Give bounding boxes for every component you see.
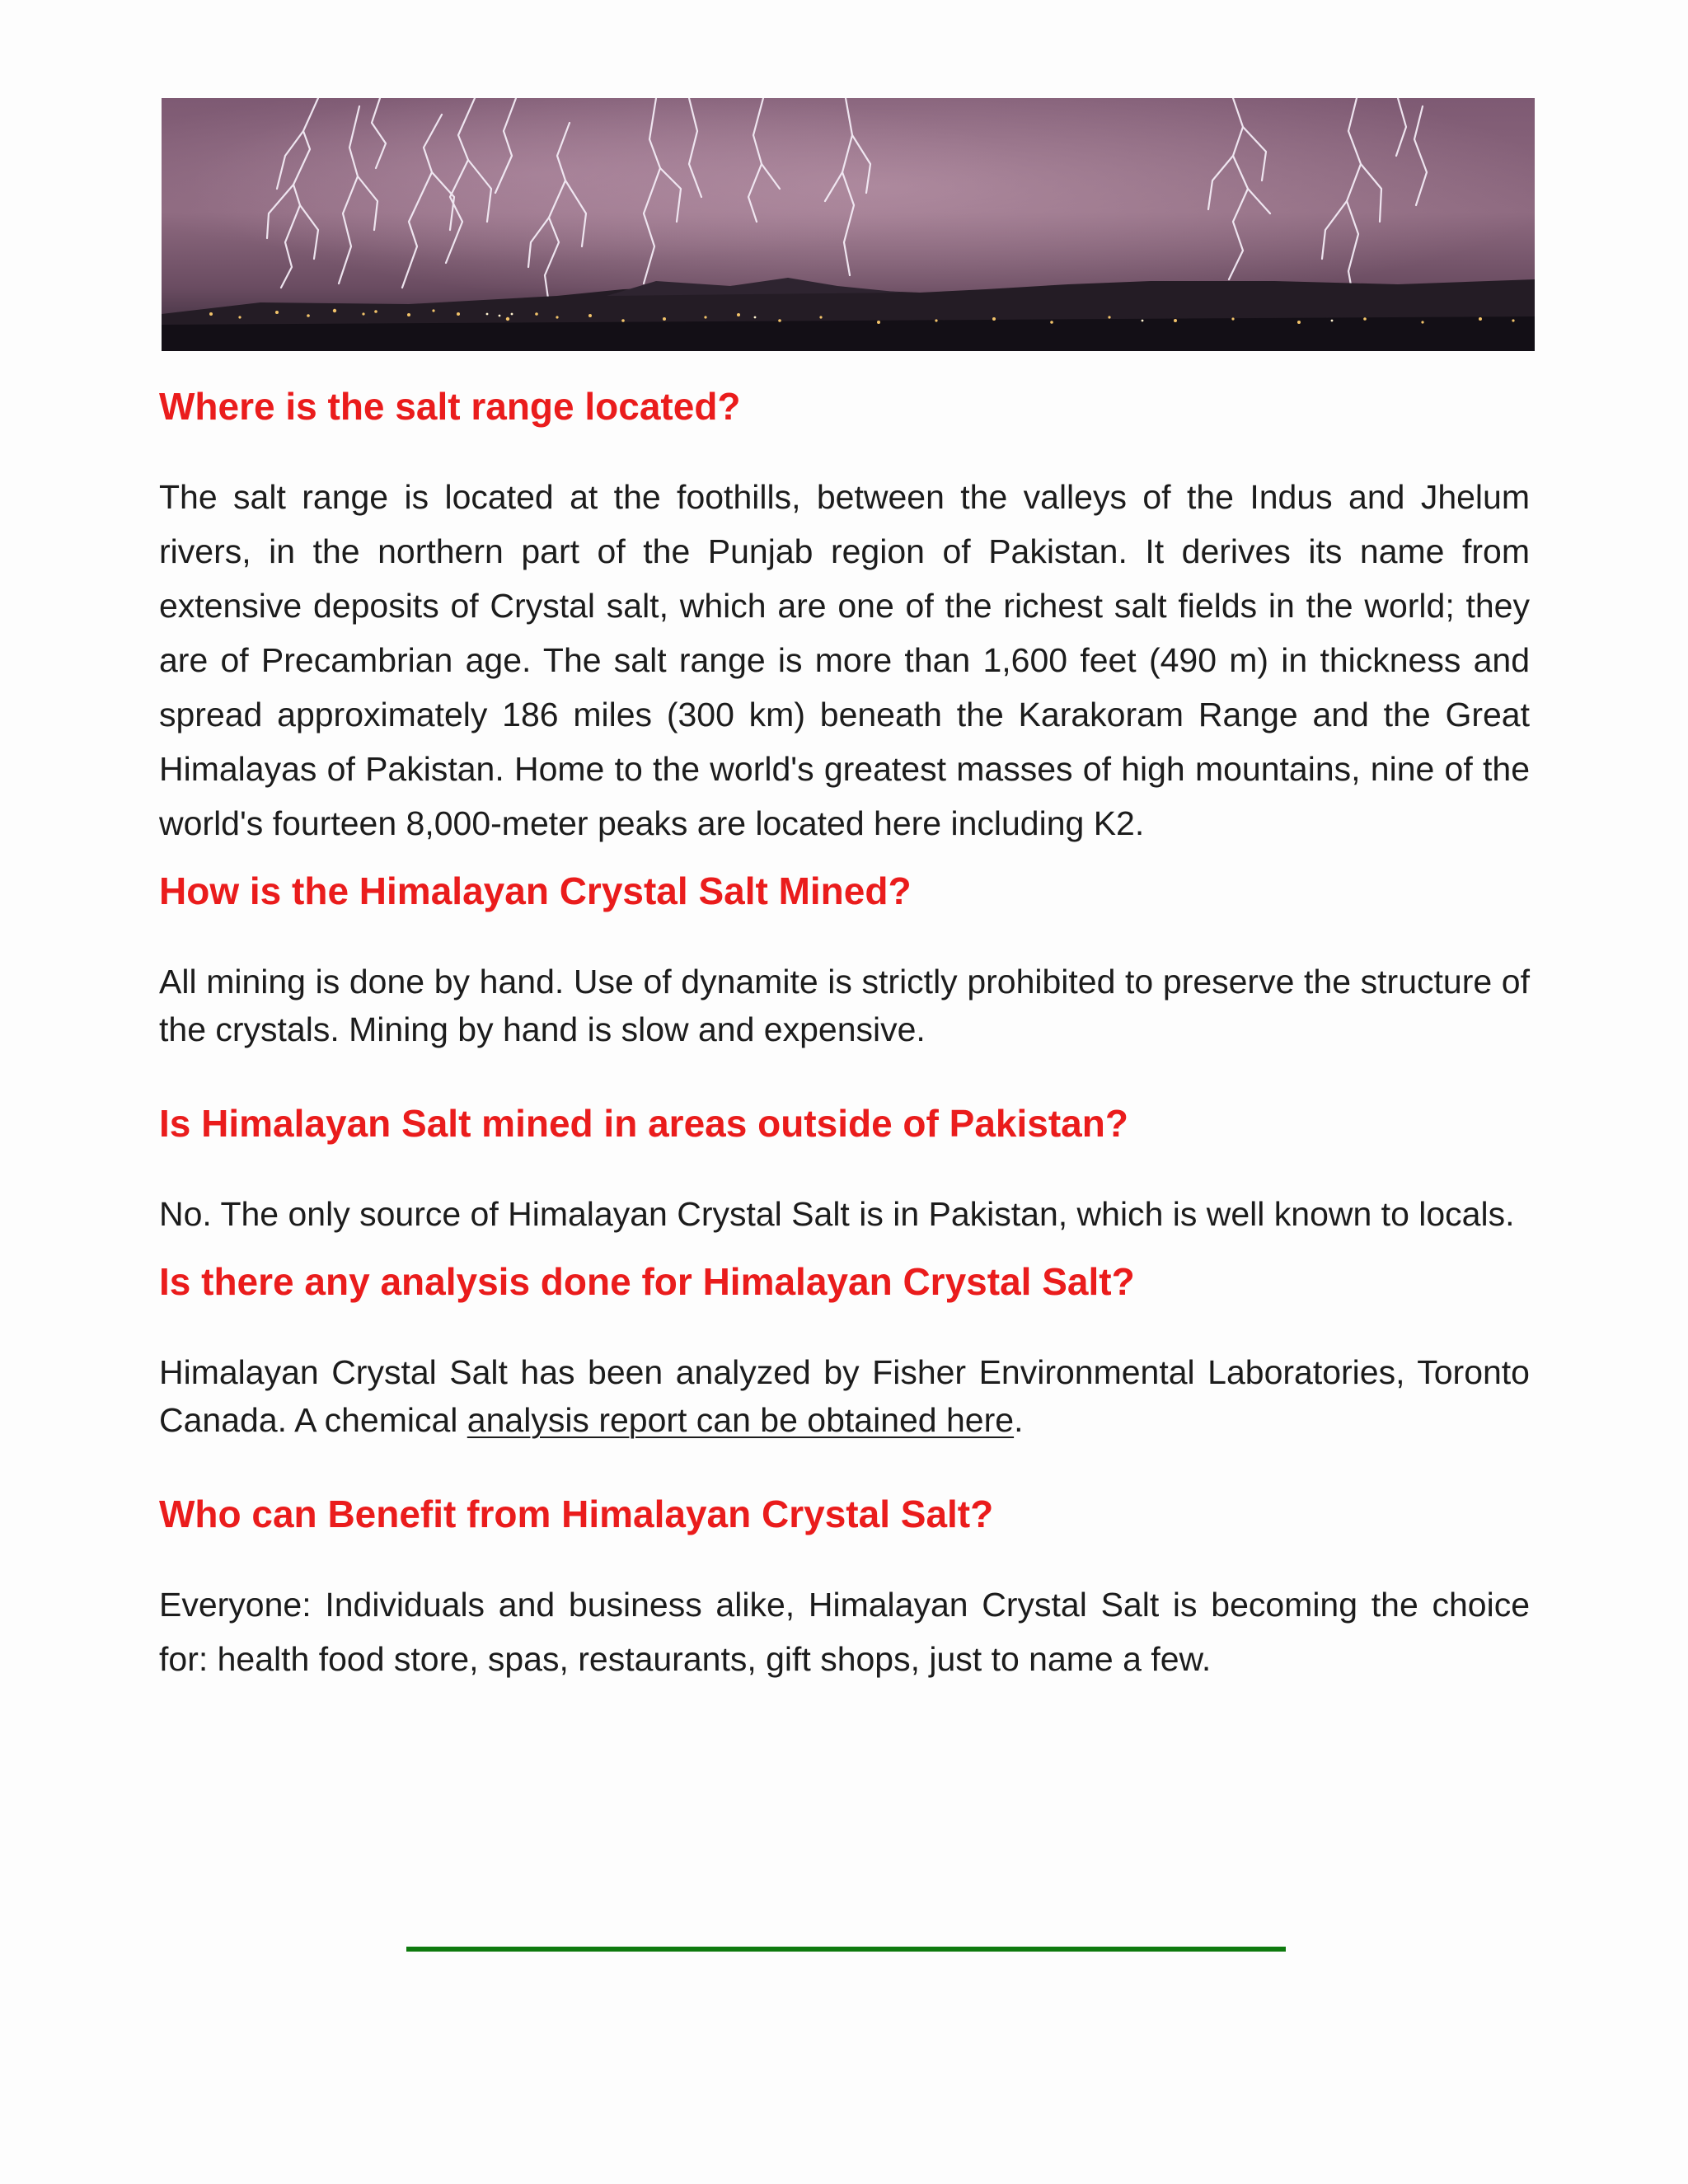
spacer [159, 1444, 1530, 1488]
answer-how-mined: All mining is done by hand. Use of dynamite is strictly prohibited to preserve the structure of the crystals. Mining by hand is slow and expensive. [159, 963, 1530, 1048]
faq-content [159, 381, 1530, 1686]
answer-mined-outside-pakistan: No. The only source of Himalayan Crystal Salt is in Pakistan, which is well known to locals. [159, 1195, 1515, 1233]
spacer [159, 432, 1530, 470]
heading-salt-range-location: Where is the salt range located? [159, 385, 741, 428]
lightning-storm-photo [162, 98, 1535, 351]
spacer [159, 1149, 1530, 1187]
heading-mined-outside-pakistan: Is Himalayan Salt mined in areas outside of Pakistan? [159, 1102, 1128, 1145]
answer-analysis-text: Himalayan Crystal Salt has been analyzed by Fisher Environmental Laboratories, Toronto Canada. A chemical [159, 1353, 1530, 1439]
spacer [159, 851, 1530, 865]
analysis-report-link[interactable]: analysis report can be obtained here [467, 1401, 1015, 1439]
spacer [159, 916, 1530, 958]
answer-analysis-end: . [1014, 1401, 1024, 1439]
answer-who-benefits: Everyone: Individuals and business alike, Himalayan Crystal Salt is becoming the choice for: health food store, spas, restaurants, gift shops, just to name a few. [159, 1586, 1530, 1678]
spacer [159, 1307, 1530, 1348]
answer-analysis [159, 1348, 1530, 1444]
lightning-banner-image [162, 98, 1535, 351]
heading-how-mined: How is the Himalayan Crystal Salt Mined? [159, 869, 912, 912]
answer-salt-range-location: The salt range is located at the foothills, between the valleys of the Indus and Jhelum rivers, in the northern part of the Punjab region of Pakistan. It derives its name from extensive deposits of Crystal salt, which are one of the richest salt fields in the world; they are of Precambrian age. The salt range is more than 1,600 feet (490 m) in thickness and spread approximately 186 miles (300 km) beneath the Karakoram Range and the Great Himalayas of Pakistan. Home to the world's greatest masses of high mountains, nine of the world's fourteen 8,000-meter peaks are located here including K2. [159, 478, 1530, 842]
spacer [159, 1540, 1530, 1577]
heading-analysis: Is there any analysis done for Himalayan Crystal Salt? [159, 1260, 1135, 1303]
green-divider-rule [406, 1947, 1286, 1952]
spacer [159, 1241, 1530, 1256]
heading-who-benefits: Who can Benefit from Himalayan Crystal Salt? [159, 1493, 994, 1535]
spacer [159, 1053, 1530, 1098]
